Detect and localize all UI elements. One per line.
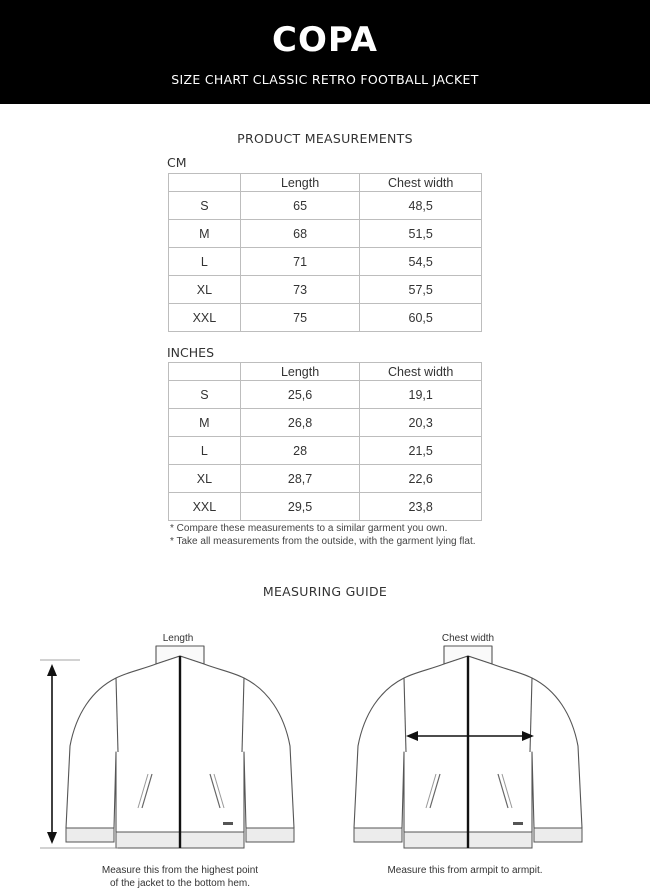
length-cell: 26,8 <box>240 409 360 437</box>
length-caption-line1: Measure this from the highest point <box>101 865 259 876</box>
cm-label: CM <box>167 155 187 170</box>
table-row <box>169 192 482 220</box>
logo-patch <box>223 822 233 825</box>
header-cell: Length <box>240 363 360 381</box>
size-cell: L <box>169 248 241 276</box>
measuring-guide-title: MEASURING GUIDE <box>262 584 388 599</box>
length-cell: 65 <box>240 192 360 220</box>
length-cell: 75 <box>240 304 360 332</box>
right-cuff <box>534 828 582 842</box>
size-cell: S <box>169 381 241 409</box>
length-cell: 28 <box>240 437 360 465</box>
chest-cell: 20,3 <box>360 409 482 437</box>
left-cuff <box>354 828 402 842</box>
size-cell: XL <box>169 465 241 493</box>
length-caption-line2: of the jacket to the bottom hem. <box>109 878 251 889</box>
header-cell <box>169 174 241 192</box>
size-cell: S <box>169 192 241 220</box>
page-subtitle: SIZE CHART CLASSIC RETRO FOOTBALL JACKET <box>171 72 479 87</box>
note-compare: * Compare these measurements to a similar garment you own. <box>170 523 448 534</box>
size-cell: XXL <box>169 304 241 332</box>
cm-size-table <box>168 173 482 332</box>
chest-cell: 22,6 <box>360 465 482 493</box>
length-arrow-down <box>47 832 57 844</box>
header-cell: Length <box>240 174 360 192</box>
header-banner <box>0 0 650 104</box>
length-cell: 71 <box>240 248 360 276</box>
table-row <box>169 493 482 521</box>
chest-cell: 57,5 <box>360 276 482 304</box>
header-cell <box>169 363 241 381</box>
chest-caption: Measure this from armpit to armpit. <box>387 865 543 876</box>
inches-label: INCHES <box>167 345 214 360</box>
length-cell: 29,5 <box>240 493 360 521</box>
table-row <box>169 381 482 409</box>
measurement-notes <box>170 523 490 548</box>
table-row <box>169 220 482 248</box>
length-cell: 73 <box>240 276 360 304</box>
table-row <box>169 248 482 276</box>
chest-cell: 21,5 <box>360 437 482 465</box>
size-cell: M <box>169 220 241 248</box>
product-measurements-title: PRODUCT MEASUREMENTS <box>237 131 413 146</box>
table-row <box>169 465 482 493</box>
right-cuff <box>246 828 294 842</box>
left-cuff <box>66 828 114 842</box>
chest-cell: 19,1 <box>360 381 482 409</box>
chest-cell: 23,8 <box>360 493 482 521</box>
chest-cell: 51,5 <box>360 220 482 248</box>
header-cell: Chest width <box>360 174 482 192</box>
chest-cell: 60,5 <box>360 304 482 332</box>
logo-patch <box>513 822 523 825</box>
chest-cell: 54,5 <box>360 248 482 276</box>
length-cell: 25,6 <box>240 381 360 409</box>
length-cell: 28,7 <box>240 465 360 493</box>
length-cell: 68 <box>240 220 360 248</box>
size-cell: M <box>169 409 241 437</box>
chest-width-label: Chest width <box>441 633 495 644</box>
table-header-row <box>169 174 482 192</box>
header-cell: Chest width <box>360 363 482 381</box>
size-cell: L <box>169 437 241 465</box>
chest-cell: 48,5 <box>360 192 482 220</box>
size-cell: XL <box>169 276 241 304</box>
table-row <box>169 437 482 465</box>
table-row <box>169 409 482 437</box>
jacket-length-diagram <box>40 642 300 857</box>
note-flat: * Take all measurements from the outside, with the garment lying flat. <box>170 535 476 547</box>
length-caption <box>60 864 300 890</box>
length-label: Length <box>162 633 194 644</box>
table-header-row <box>169 363 482 381</box>
length-arrow-up <box>47 664 57 676</box>
jacket-chest-diagram <box>336 642 600 857</box>
copa-logo: COPA <box>272 20 378 60</box>
size-cell: XXL <box>169 493 241 521</box>
table-row <box>169 276 482 304</box>
table-row <box>169 304 482 332</box>
inches-size-table <box>168 362 482 521</box>
